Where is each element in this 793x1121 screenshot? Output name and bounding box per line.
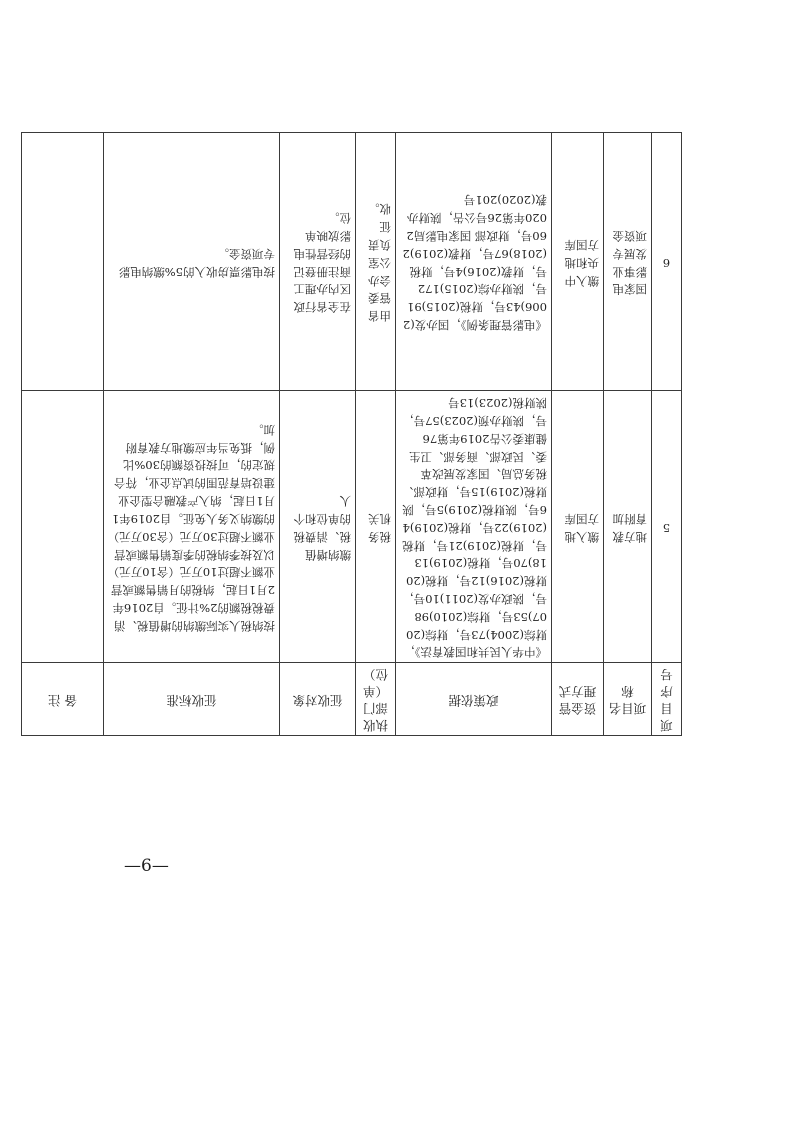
page-number: —6—: [124, 856, 169, 876]
row-policy: 《电影管理条例》，国办发(2006)43号，财税(2015)91号，陕财办综(2015)172号，财教(2016)4号，财税(2018)67号，财教(2019)260号，财政部 国家电影局2020年第26号公告，陕财办教(2020)201号: [396, 133, 552, 391]
row-target: 缴纳增值税、消费税的单位和个人: [280, 391, 356, 663]
row-seq: 6: [652, 133, 682, 391]
header-standard: 征收标准: [104, 663, 280, 736]
fee-table: [21, 132, 682, 736]
header-row: [22, 663, 682, 736]
header-seq: 项目序号: [652, 663, 682, 736]
row-name: 国家电影事业发展专项资金: [604, 133, 652, 391]
row-remark: [22, 133, 104, 391]
header-fund-mgmt: 资金管理方式: [552, 663, 604, 736]
header-policy: 政策依据: [396, 663, 552, 736]
row-fund-mgmt: 缴入中央和地方国库: [552, 133, 604, 391]
table-row: [22, 391, 682, 663]
header-dept: 执收部门（单位）: [356, 663, 396, 736]
rotated-table-container: [22, 160, 682, 736]
header-target: 征收对象: [280, 663, 356, 736]
row-standard: 按纳税人实际缴纳的增值税、消费税税额的2%计征。自2016年2月1日起，纳税的月销售额或营业额不超过10万元（含10万元）以及按季纳税的季度销售额或营业额不超过30万元（含30万元）的缴纳义务人免征。自2019年1月1日起，纳入产教融合型企业建设培育范围的试点企业，符合规定的，可按投资额的30%比例，抵免当年应缴地方教育附加。: [104, 391, 280, 663]
table-row: [22, 133, 682, 391]
row-dept: 由省管委会办公室负责征收。: [356, 133, 396, 391]
row-dept: 税务机关: [356, 391, 396, 663]
row-remark: [22, 391, 104, 663]
row-name: 地方教育附加: [604, 391, 652, 663]
row-policy: 《中华人民共和国教育法》，财综(2004)73号，财综(2007)53号，财综(2010)98号，陕政办发(2011)10号，财税(2016)12号，财税(2018)70号，财税(2019)13号，财税(2019)21号，财税(2019)22号，财税(2019)46号，陕财税(2019)5号，陕财税(2019)15号，财政部、税务总局、国家发展改革委、民政部、商务部、卫生健康委公告2019年第76号，陕财办预(2023)57号，陕财税(2023)13号: [396, 391, 552, 663]
header-name: 项目名称: [604, 663, 652, 736]
row-fund-mgmt: 缴入地方国库: [552, 391, 604, 663]
row-seq: 5: [652, 391, 682, 663]
row-target: 在全省行政区内办理工商注册登记的经营性电影放映单位。: [280, 133, 356, 391]
header-remark: 备 注: [22, 663, 104, 736]
row-standard: 按电影票房收入的5%缴纳电影专项资金。: [104, 133, 280, 391]
